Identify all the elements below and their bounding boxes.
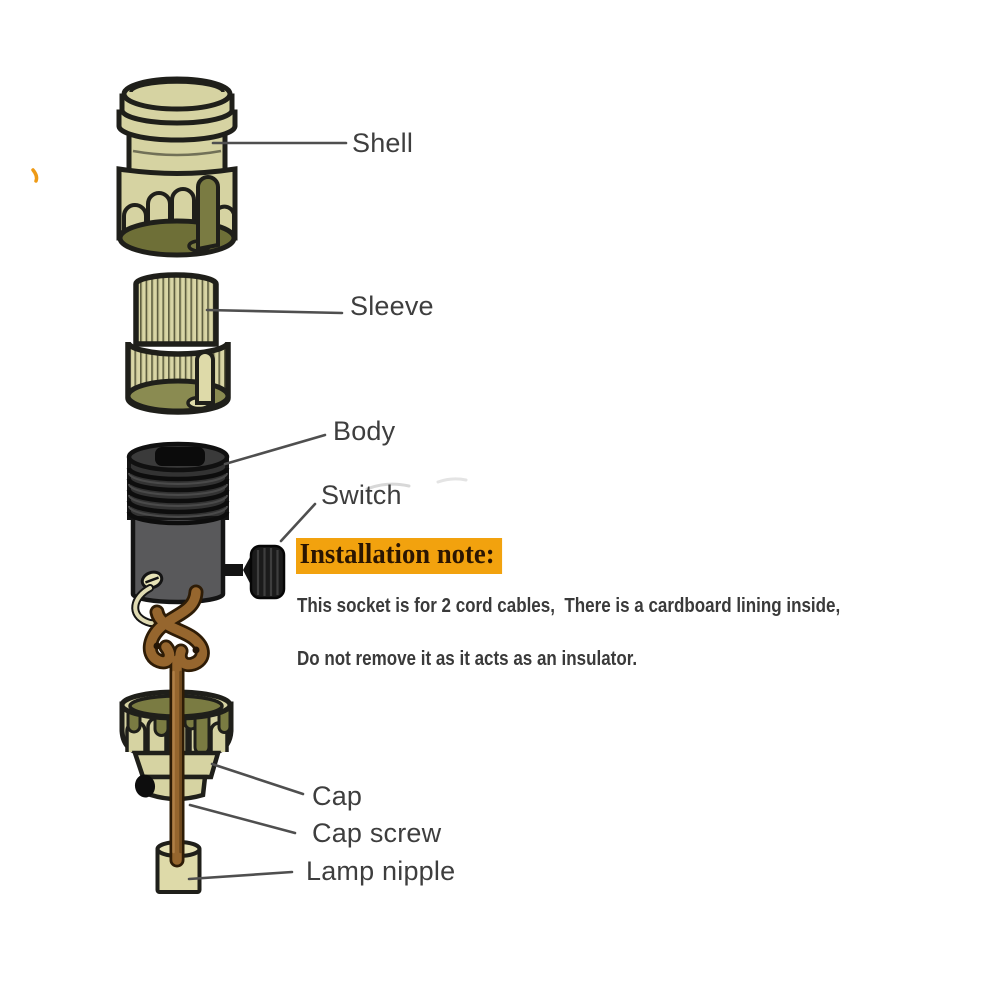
knot-gap [154, 643, 161, 650]
switch-leader-line [281, 504, 315, 541]
installation-note-line2: Do not remove it as it acts as an insulator. [297, 648, 638, 670]
lamp-nipple-label: Lamp nipple [306, 856, 456, 886]
switch-label: Switch [321, 480, 402, 510]
sleeve-leader-line [207, 310, 342, 313]
sleeve-label: Sleeve [350, 291, 434, 321]
switch-stem [221, 564, 243, 576]
shell-illustration [119, 79, 235, 255]
switch-knob [251, 546, 284, 598]
cap-leader-line [212, 764, 303, 794]
cap-label: Cap [312, 781, 363, 811]
body-illustration [129, 444, 284, 602]
cap-screw-leader-line [190, 805, 295, 833]
knot-gap [193, 647, 200, 654]
lamp-nipple-leader-line [189, 872, 292, 879]
body-leader-line [225, 435, 325, 464]
installation-note-title: Installation note: [296, 538, 502, 574]
sleeve-switch-slot [197, 352, 213, 403]
body-top-opening [155, 447, 205, 466]
shell-switch-slot [198, 177, 218, 249]
stray-smudge [438, 479, 466, 482]
shell-label: Shell [352, 128, 414, 158]
stray-marks [33, 170, 466, 489]
sleeve-top-section [136, 275, 216, 344]
stray-orange-mark [33, 170, 37, 181]
cap-screw-label: Cap screw [312, 818, 442, 848]
installation-note-line1: This socket is for 2 cord cables, There is a cardboard lining inside, [297, 595, 841, 617]
body-label: Body [333, 416, 396, 446]
sleeve-illustration [128, 275, 228, 412]
